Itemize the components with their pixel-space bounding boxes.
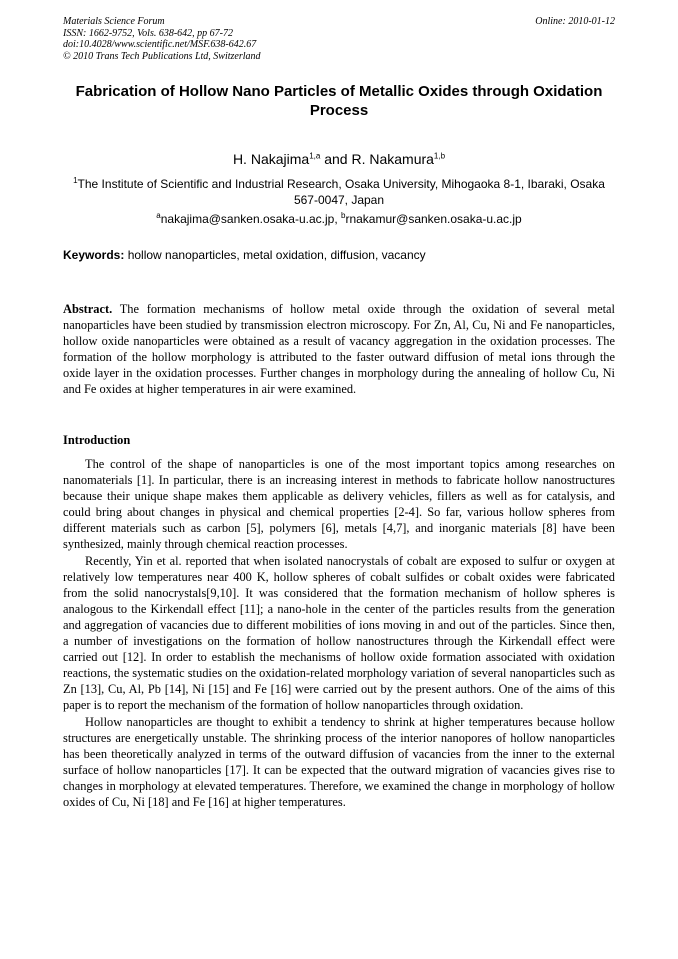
online-date: Online: 2010-01-12	[535, 16, 615, 27]
paper-title: Fabrication of Hollow Nano Particles of Metallic Oxides through Oxidation Process	[75, 83, 603, 119]
abstract-label: Abstract.	[63, 302, 113, 316]
doi-line: doi:10.4028/www.scientific.net/MSF.638-642.67	[63, 39, 257, 51]
keywords-label: Keywords:	[63, 248, 125, 262]
paragraph: Hollow nanoparticles are thought to exhibit a tendency to shrink at higher temperatures because hollow structures are energetically unstable. The shrinking process of the interior nanopores of hollow nanoparticles has been theoretically analyzed in terms of the outward diffusion of vacancies from the inner to the external surface of hollow nanoparticles [17]. It can be expected that the outward migration of vacancies gives rise to changes in morphology at elevated temperatures. Therefore, we examined the change in morphology of hollow oxides of Cu, Ni [18] and Fe [16] at higher temperatures.	[63, 714, 615, 809]
affiliation	[63, 176, 615, 208]
copyright-line: © 2010 Trans Tech Publications Ltd, Switzerland	[63, 50, 261, 62]
author-conjunction: and	[320, 151, 352, 167]
keywords-text: hollow nanoparticles, metal oxidation, diffusion, vacancy	[124, 248, 426, 262]
author-superscript: 1,a	[309, 151, 321, 161]
email-superscript: b	[341, 211, 346, 220]
email-address: nakajima@sanken.osaka-u.ac.jp,	[160, 212, 341, 226]
paragraph: Recently, Yin et al. reported that when isolated nanocrystals of cobalt are exposed to sulfur or oxygen at relatively low temperatures near 400 K, hollow spheres of cobalt sulfides or cobalt oxides were fabricated from the solid nanocrystals[9,10]. It was considered that the formation mechanism of hollow spheres is analogous to the Kirkendall effect [11]; a nano-hole in the center of the particles results from the generation and aggregation of vacancies due to different mobilities of ions moving in and out of the particles. Since then, a number of investigations on the formation of hollow nanostructures through the Kirkendall effect were carried out [12]. In order to establish the mechanisms of hollow oxide formation associated with oxidation reactions, the systematic studies on the oxidation-related morphology variation of several nanoparticles such as Zn [13], Cu, Al, Pb [14], Ni [15] and Fe [16] were carried out by the present authors. One of the aims of this paper is to report the mechanism of the formation of hollow nanoparticles through oxidation.	[63, 553, 615, 713]
email-address: rnakamur@sanken.osaka-u.ac.jp	[345, 212, 522, 226]
paragraph: The control of the shape of nanoparticles is one of the most important topics among researches on nanomaterials [1]. In particular, there is an increasing interest in methods to fabricate hollow nanostructures because their unique shape makes them applicable as delivery vehicles, fillers as well as for catalysis, and could bring about changes in physical and chemical properties [2-4]. So far, various hollow spheres from different materials such as carbon [5], polymers [6], metals [4,7], and inorganic materials [8] have been synthesized, mainly through chemical reaction processes.	[63, 457, 615, 552]
abstract-text: The formation mechanisms of hollow metal oxide through the oxidation of several metal nanoparticles have been studied by transmission electron microscopy. For Zn, Al, Cu, Ni and Fe nanoparticles, hollow oxide nanoparticles were obtained as a result of vacancy aggregation in the oxidation processes. The formation of the hollow morphology is attributed to the faster outward diffusion of metal ions through the oxide layer in the oxidation processes. Further changes in morphology during the annealing of hollow Cu, Ni and Fe oxides at higher temperatures in air were examined.	[63, 302, 615, 397]
keywords	[63, 247, 615, 263]
author-line	[63, 150, 615, 168]
abstract	[63, 301, 615, 398]
journal-header	[63, 16, 261, 62]
introduction-body	[63, 456, 615, 810]
affiliation-superscript: 1	[73, 176, 78, 185]
author-superscript: 1,b	[433, 151, 446, 161]
section-heading: Introduction	[63, 433, 131, 447]
email-superscript: a	[156, 211, 161, 220]
author-name: H. Nakajima	[232, 151, 310, 167]
affiliation-text: The Institute of Scientific and Industrial Research, Osaka University, Mihogaoka 8-1, Ibaraki, Osaka 567-0047, Japan	[77, 177, 605, 207]
issn-line: ISSN: 1662-9752, Vols. 638-642, pp 67-72	[63, 27, 233, 39]
email-line	[63, 211, 615, 227]
author-name: R. Nakamura	[351, 151, 434, 167]
journal-name: Materials Science Forum	[63, 16, 165, 27]
